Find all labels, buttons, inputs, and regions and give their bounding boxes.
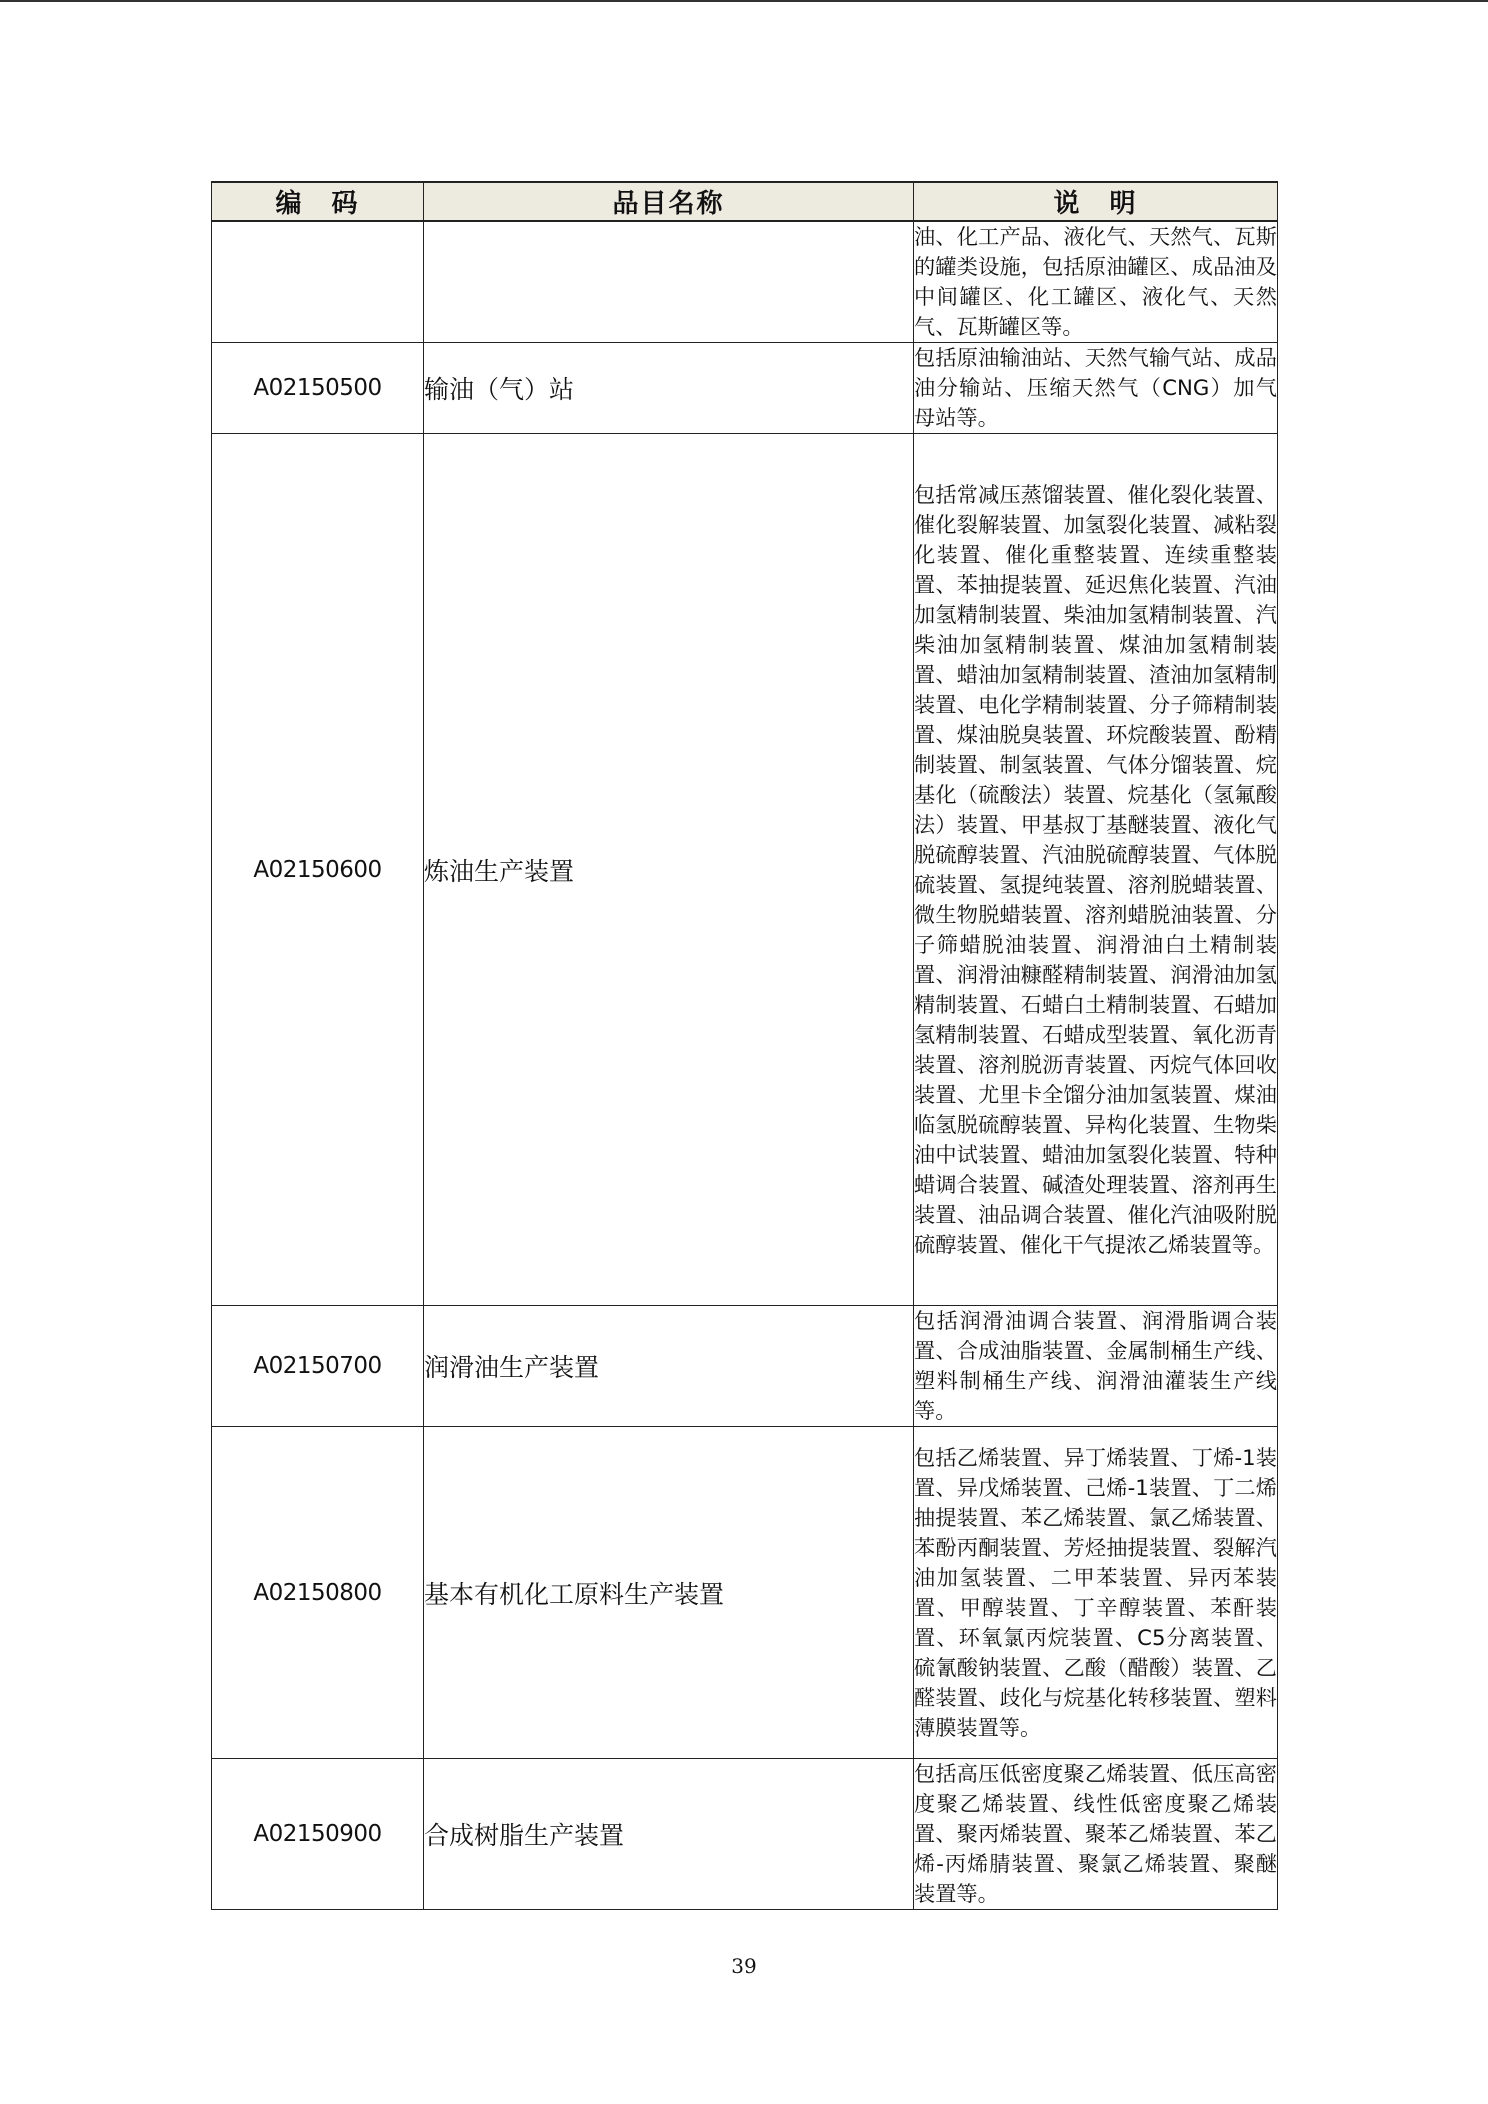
row-code: A02150700	[212, 1306, 424, 1427]
catalog-table	[211, 181, 1278, 1910]
row-name: 润滑油生产装置	[424, 1306, 914, 1427]
row-code	[212, 221, 424, 343]
page-number: 39	[731, 1954, 757, 1978]
page-top-border	[0, 0, 1488, 2]
table-row	[212, 1759, 1278, 1910]
row-name: 基本有机化工原料生产装置	[424, 1427, 914, 1759]
row-code: A02150800	[212, 1427, 424, 1759]
table-row	[212, 1427, 1278, 1759]
table-row	[212, 221, 1278, 343]
table-row	[212, 434, 1278, 1306]
row-code: A02150900	[212, 1759, 424, 1910]
row-name: 合成树脂生产装置	[424, 1759, 914, 1910]
header-code: 编 码	[212, 182, 424, 221]
row-description: 包括润滑油调合装置、润滑脂调合装置、合成油脂装置、金属制桶生产线、塑料制桶生产线、润滑油灌装生产线等。	[914, 1306, 1278, 1427]
row-description: 包括原油输油站、天然气输气站、成品油分输站、压缩天然气（CNG）加气母站等。	[914, 343, 1278, 434]
row-name: 输油（气）站	[424, 343, 914, 434]
table-header-row	[212, 182, 1278, 221]
row-code: A02150600	[212, 434, 424, 1306]
header-name: 品目名称	[424, 182, 914, 221]
row-name: 炼油生产装置	[424, 434, 914, 1306]
row-description: 包括乙烯装置、异丁烯装置、丁烯-1装置、异戊烯装置、己烯-1装置、丁二烯抽提装置、苯乙烯装置、氯乙烯装置、苯酚丙酮装置、芳烃抽提装置、裂解汽油加氢装置、二甲苯装置、异丙苯装置、甲醇装置、丁辛醇装置、苯酐装置、环氧氯丙烷装置、C5分离装置、硫氰酸钠装置、乙酸（醋酸）装置、乙醛装置、歧化与烷基化转移装置、塑料薄膜装置等。	[914, 1427, 1278, 1759]
table-row	[212, 343, 1278, 434]
row-code: A02150500	[212, 343, 424, 434]
row-description: 包括常减压蒸馏装置、催化裂化装置、催化裂解装置、加氢裂化装置、减粘裂化装置、催化重整装置、连续重整装置、苯抽提装置、延迟焦化装置、汽油加氢精制装置、柴油加氢精制装置、汽柴油加氢精制装置、煤油加氢精制装置、蜡油加氢精制装置、渣油加氢精制装置、电化学精制装置、分子筛精制装置、煤油脱臭装置、环烷酸装置、酚精制装置、制氢装置、气体分馏装置、烷基化（硫酸法）装置、烷基化（氢氟酸法）装置、甲基叔丁基醚装置、液化气脱硫醇装置、汽油脱硫醇装置、气体脱硫装置、氢提纯装置、溶剂脱蜡装置、微生物脱蜡装置、溶剂蜡脱油装置、分子筛蜡脱油装置、润滑油白土精制装置、润滑油糠醛精制装置、润滑油加氢精制装置、石蜡白土精制装置、石蜡加氢精制装置、石蜡成型装置、氧化沥青装置、溶剂脱沥青装置、丙烷气体回收装置、尤里卡全馏分油加氢装置、煤油临氢脱硫醇装置、异构化装置、生物柴油中试装置、蜡油加氢裂化装置、特种蜡调合装置、碱渣处理装置、溶剂再生装置、油品调合装置、催化汽油吸附脱硫醇装置、催化干气提浓乙烯装置等。	[914, 434, 1278, 1306]
row-description: 包括高压低密度聚乙烯装置、低压高密度聚乙烯装置、线性低密度聚乙烯装置、聚丙烯装置、聚苯乙烯装置、苯乙烯-丙烯腈装置、聚氯乙烯装置、聚醚装置等。	[914, 1759, 1278, 1910]
header-description: 说 明	[914, 182, 1278, 221]
row-description: 油、化工产品、液化气、天然气、瓦斯的罐类设施，包括原油罐区、成品油及中间罐区、化工罐区、液化气、天然气、瓦斯罐区等。	[914, 221, 1278, 343]
row-name	[424, 221, 914, 343]
table-row	[212, 1306, 1278, 1427]
